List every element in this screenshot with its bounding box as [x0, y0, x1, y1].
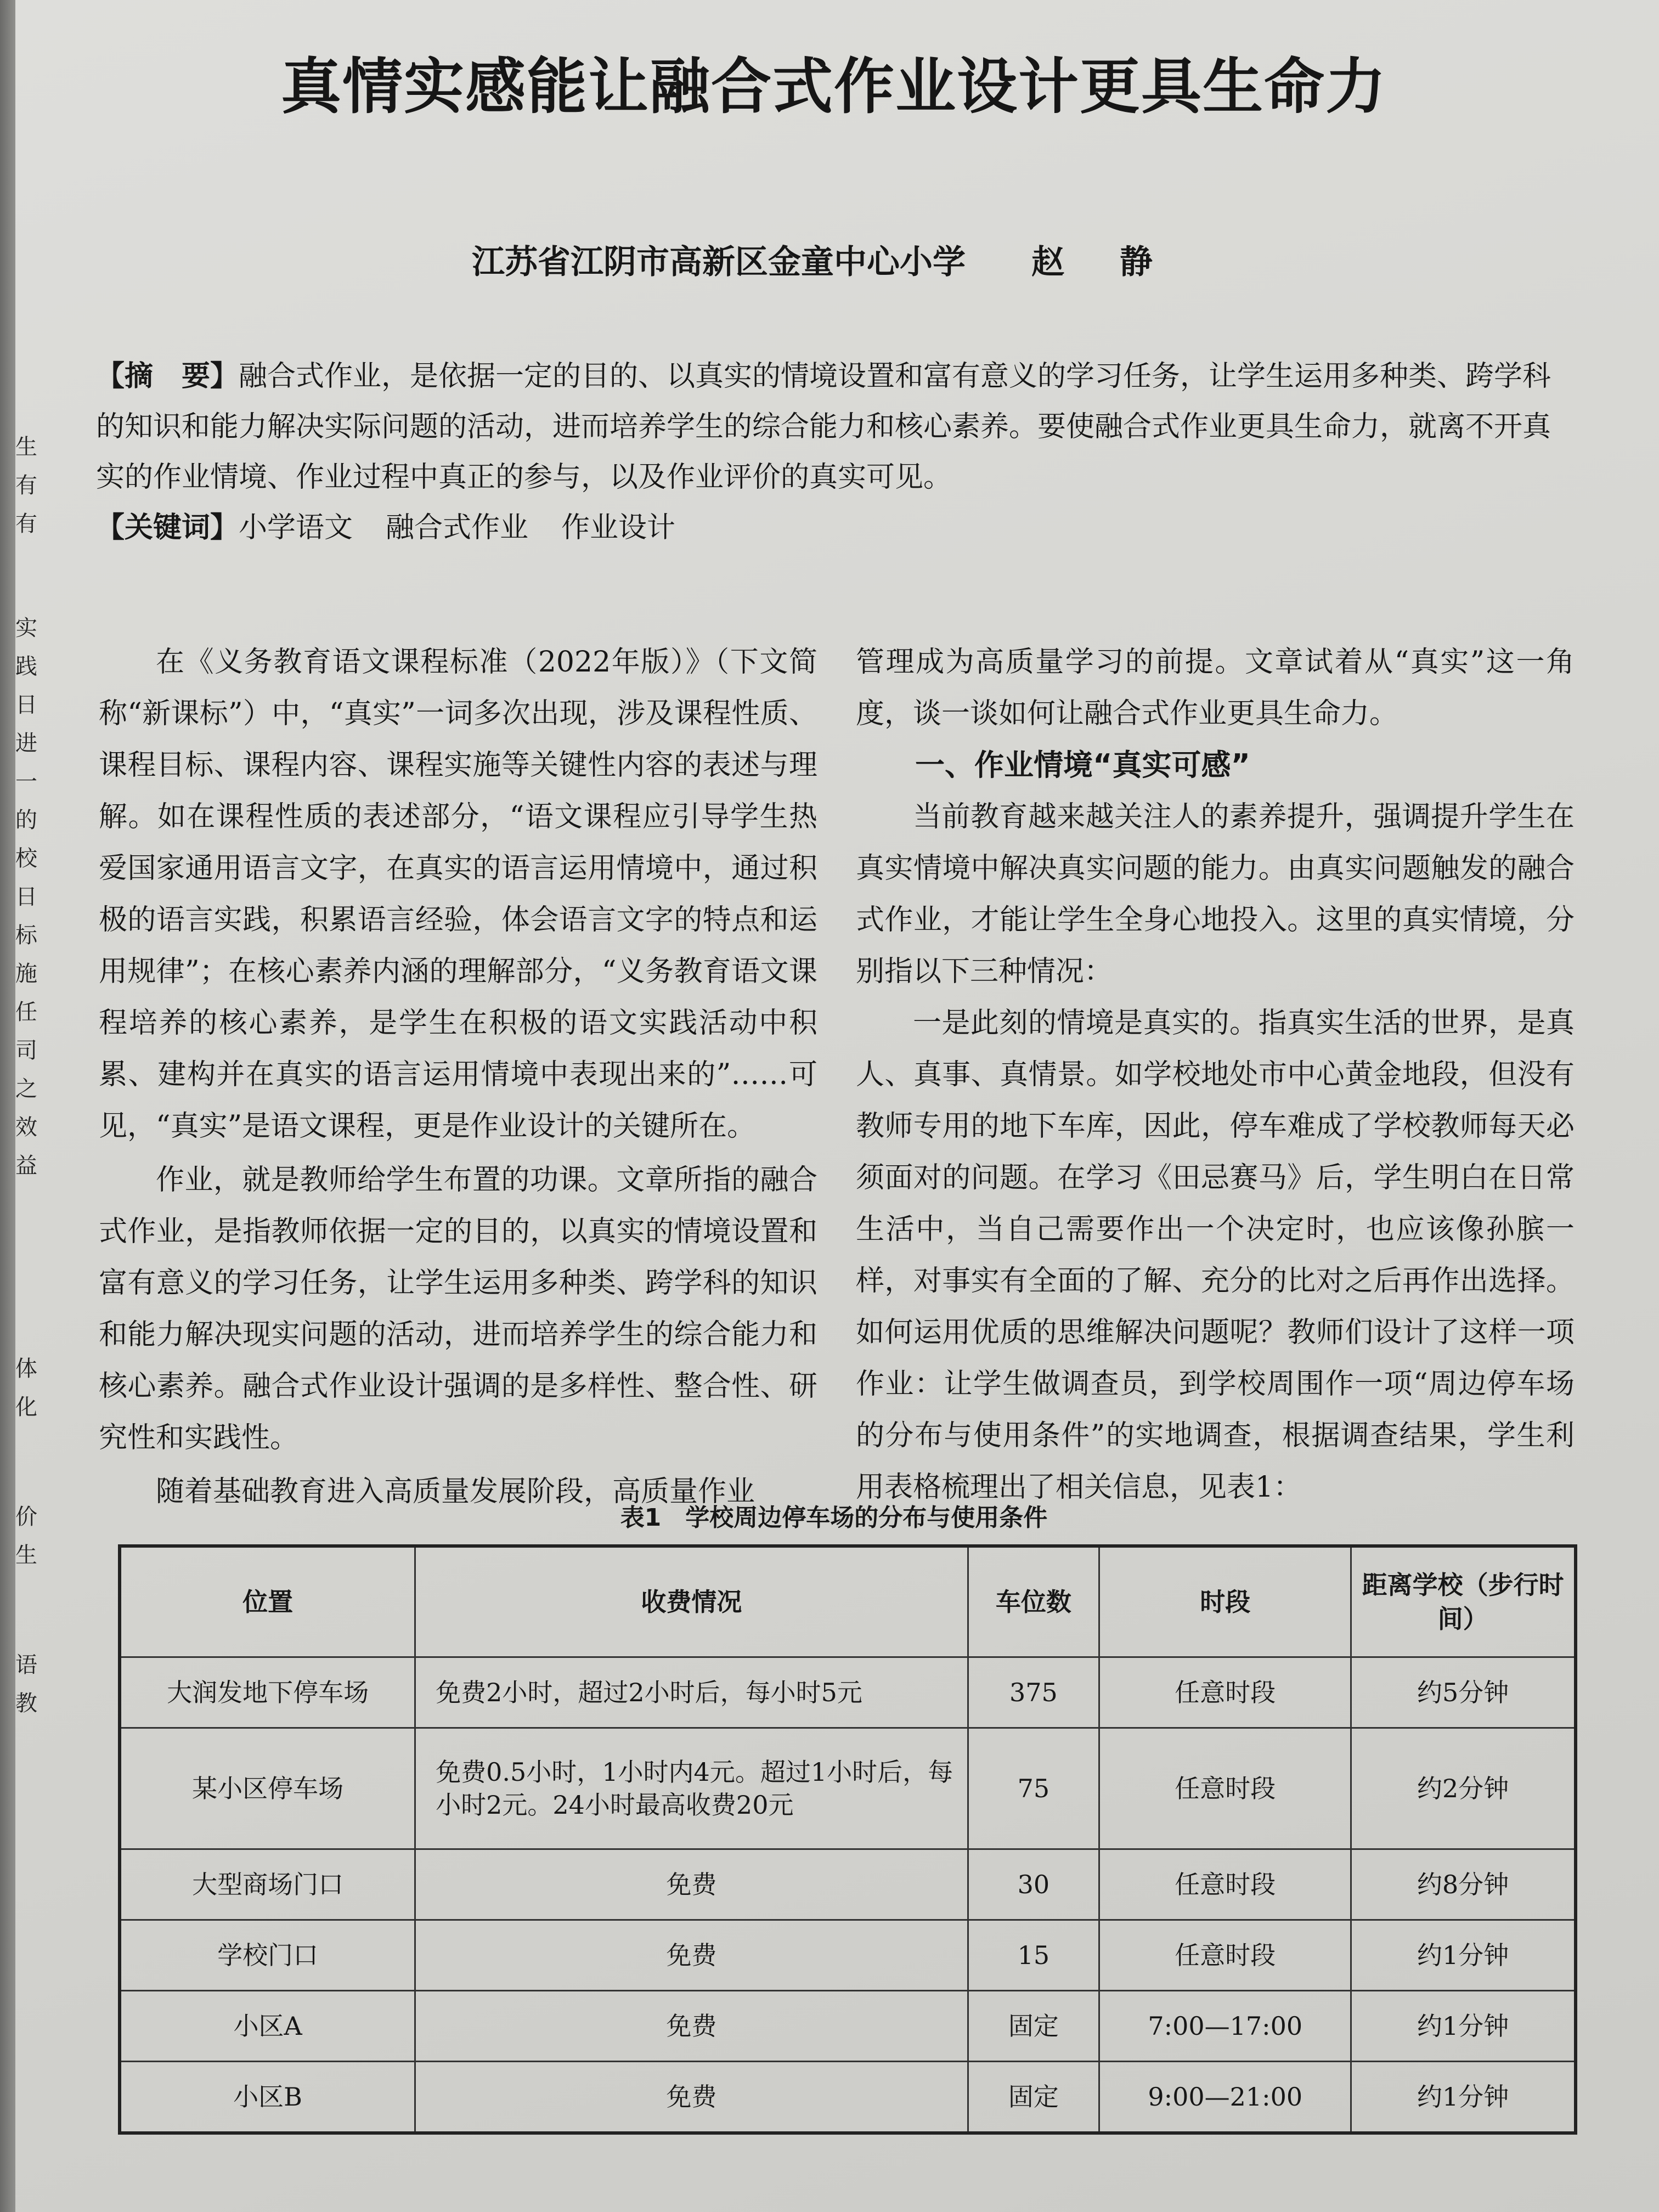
table-cell: 30: [968, 1849, 1099, 1920]
table-header: 位置: [120, 1546, 415, 1657]
table-cell: 免费: [415, 1849, 968, 1920]
table-cell: 免费2小时，超过2小时后，每小时5元: [415, 1657, 968, 1728]
edge-char: 生: [15, 435, 37, 460]
table-cell: 大型商场门口: [120, 1849, 415, 1920]
edge-char: 有: [15, 473, 37, 498]
table-cell: 学校门口: [120, 1920, 415, 1991]
table-cell: 任意时段: [1099, 1657, 1351, 1728]
table-header-row: [120, 1546, 1576, 1657]
table-row: [120, 1657, 1576, 1728]
body-paragraph: 在《义务教育语文课程标准（2022年版）》（下文简称“新课标”）中，“真实”一词多次出现，涉及课程性质、课程目标、课程内容、课程实施等关键性内容的表述与理解。如在课程性质的表述部分，“语文课程应引导学生热爱国家通用语言文字，在真实的语言运用情境中，通过积极的语言实践，积累语言经验，体会语言文字的特点和运用规律”；在核心素养内涵的理解部分，“义务教育语文课程培养的核心素养，是学生在积极的语文实践活动中积累、建构并在真实的语言运用情境中表现出来的”……可见，“真实”是语文课程，更是作业设计的关键所在。: [99, 646, 817, 1143]
body-paragraph: 当前教育越来越关注人的素养提升，强调提升学生在真实情境中解决真实问题的能力。由真实问题触发的融合式作业，才能让学生全身心地投入。这里的真实情境，分别指以下三种情况：: [856, 800, 1575, 988]
table-cell: 15: [968, 1920, 1099, 1991]
author-name: 赵 静: [1031, 243, 1175, 281]
table-cell: 固定: [968, 2062, 1099, 2134]
keywords-label: 【关键词】: [96, 511, 239, 544]
table-cell: 小区B: [120, 2062, 415, 2134]
edge-char: 施任: [15, 961, 37, 1025]
edge-char: 实践: [15, 616, 37, 679]
table-cell: 约1分钟: [1351, 1920, 1576, 1991]
table-row: [120, 1920, 1576, 1991]
table-cell: 免费: [415, 1920, 968, 1991]
article-title: 真情实感能让融合式作业设计更具生命力: [281, 52, 1387, 122]
table-cell: 任意时段: [1099, 1728, 1351, 1849]
abstract: [96, 351, 1566, 503]
body-paragraph: 作业，就是教师给学生布置的功课。文章所指的融合式作业，是指教师依据一定的目的，以真实的情境设置和富有意义的学习任务，让学生运用多种类、跨学科的知识和能力解决现实问题的活动，进而培养学生的综合能力和核心素养。融合式作业设计强调的是多样性、整合性、研究性和实践性。: [99, 1164, 817, 1454]
edge-char: 日: [15, 692, 37, 718]
table-cell: 免费0.5小时，1小时内4元。超过1小时后，每小时2元。24小时最高收费20元: [415, 1728, 968, 1849]
table-cell: 75: [968, 1728, 1099, 1849]
table-row: [120, 1849, 1576, 1920]
table-cell: 免费: [415, 1991, 968, 2062]
body-column-left: [99, 636, 817, 1517]
edge-char: 语教: [15, 1652, 37, 1716]
table-cell: 约1分钟: [1351, 1991, 1576, 2062]
abstract-block: [96, 351, 1566, 553]
edge-char: 日标: [15, 884, 37, 948]
table-header: 车位数: [968, 1546, 1099, 1657]
affiliation: 江苏省江阴市高新区金童中心小学: [472, 243, 966, 281]
edge-text: [15, 428, 43, 1723]
table-caption: 表1 学校周边停车场的分布与使用条件: [620, 1504, 1048, 1532]
edge-char: 进一: [15, 731, 37, 794]
table-cell: 9:00—21:00: [1099, 2062, 1351, 2134]
table-cell: 小区A: [120, 1991, 415, 2062]
abstract-label: 【摘 要】: [96, 360, 239, 393]
table-header: 收费情况: [415, 1546, 968, 1657]
table-header: 时段: [1099, 1546, 1351, 1657]
table-cell: 约2分钟: [1351, 1728, 1576, 1849]
table-cell: 某小区停车场: [120, 1728, 415, 1849]
edge-char: 有: [15, 511, 37, 537]
keyword: 小学语文: [239, 511, 353, 544]
table-cell: 大润发地下停车场: [120, 1657, 415, 1728]
table-header: 距离学校（步行时间）: [1351, 1546, 1576, 1657]
edge-char: 的校: [15, 808, 37, 871]
body-paragraph: 管理成为高质量学习的前提。文章试着从“真实”这一角度，谈一谈如何让融合式作业更具生命力。: [856, 646, 1575, 730]
body-column-right: [856, 636, 1575, 1513]
table-cell: 约1分钟: [1351, 2062, 1576, 2134]
keyword: 融合式作业: [386, 511, 529, 544]
table-cell: 375: [968, 1657, 1099, 1728]
body-paragraph: 一是此刻的情境是真实的。指真实生活的世界，是真人、真事、真情景。如学校地处市中心黄金地段，但没有教师专用的地下车库，因此，停车难成了学校教师每天必须面对的问题。在学习《田忌赛马》后，学生明白在日常生活中，当自己需要作出一个决定时，也应该像孙膑一样，对事实有全面的了解、充分的比对之后再作出选择。如何运用优质的思维解决问题呢？教师们设计了这样一项作业：让学生做调查员，到学校周围作一项“周边停车场的分布与使用条件”的实地调查，根据调查结果，学生利用表格梳理出了相关信息，见表1：: [856, 1007, 1575, 1504]
edge-char: 体化: [15, 1356, 37, 1420]
body-paragraph: 随着基础教育进入高质量发展阶段，高质量作业: [156, 1475, 755, 1508]
table-row: [120, 2062, 1576, 2134]
table-cell: 7:00—17:00: [1099, 1991, 1351, 2062]
table-cell: 任意时段: [1099, 1920, 1351, 1991]
table-cell: 约8分钟: [1351, 1849, 1576, 1920]
edge-char: 效益: [15, 1115, 37, 1178]
table-row: [120, 1991, 1576, 2062]
edge-char: 司之: [15, 1038, 37, 1102]
table-cell: 固定: [968, 1991, 1099, 2062]
table-cell: 任意时段: [1099, 1849, 1351, 1920]
table-cell: 约5分钟: [1351, 1657, 1576, 1728]
table-row: [120, 1728, 1576, 1849]
keywords: [96, 503, 1566, 553]
keyword: 作业设计: [561, 511, 676, 544]
section-heading: 一、作业情境“真实可感”: [915, 748, 1250, 782]
table-cell: 免费: [415, 2062, 968, 2134]
edge-char: 价生: [15, 1504, 37, 1568]
abstract-text: 融合式作业，是依据一定的目的、以真实的情境设置和富有意义的学习任务，让学生运用多种类、跨学科的知识和能力解决实际问题的活动，进而培养学生的综合能力和核心素养。要使融合式作业更具生命力，就离不开真实的作业情境、作业过程中真正的参与，以及作业评价的真实可见。: [96, 360, 1551, 494]
byline: [472, 236, 1240, 283]
parking-table: [118, 1544, 1577, 2135]
